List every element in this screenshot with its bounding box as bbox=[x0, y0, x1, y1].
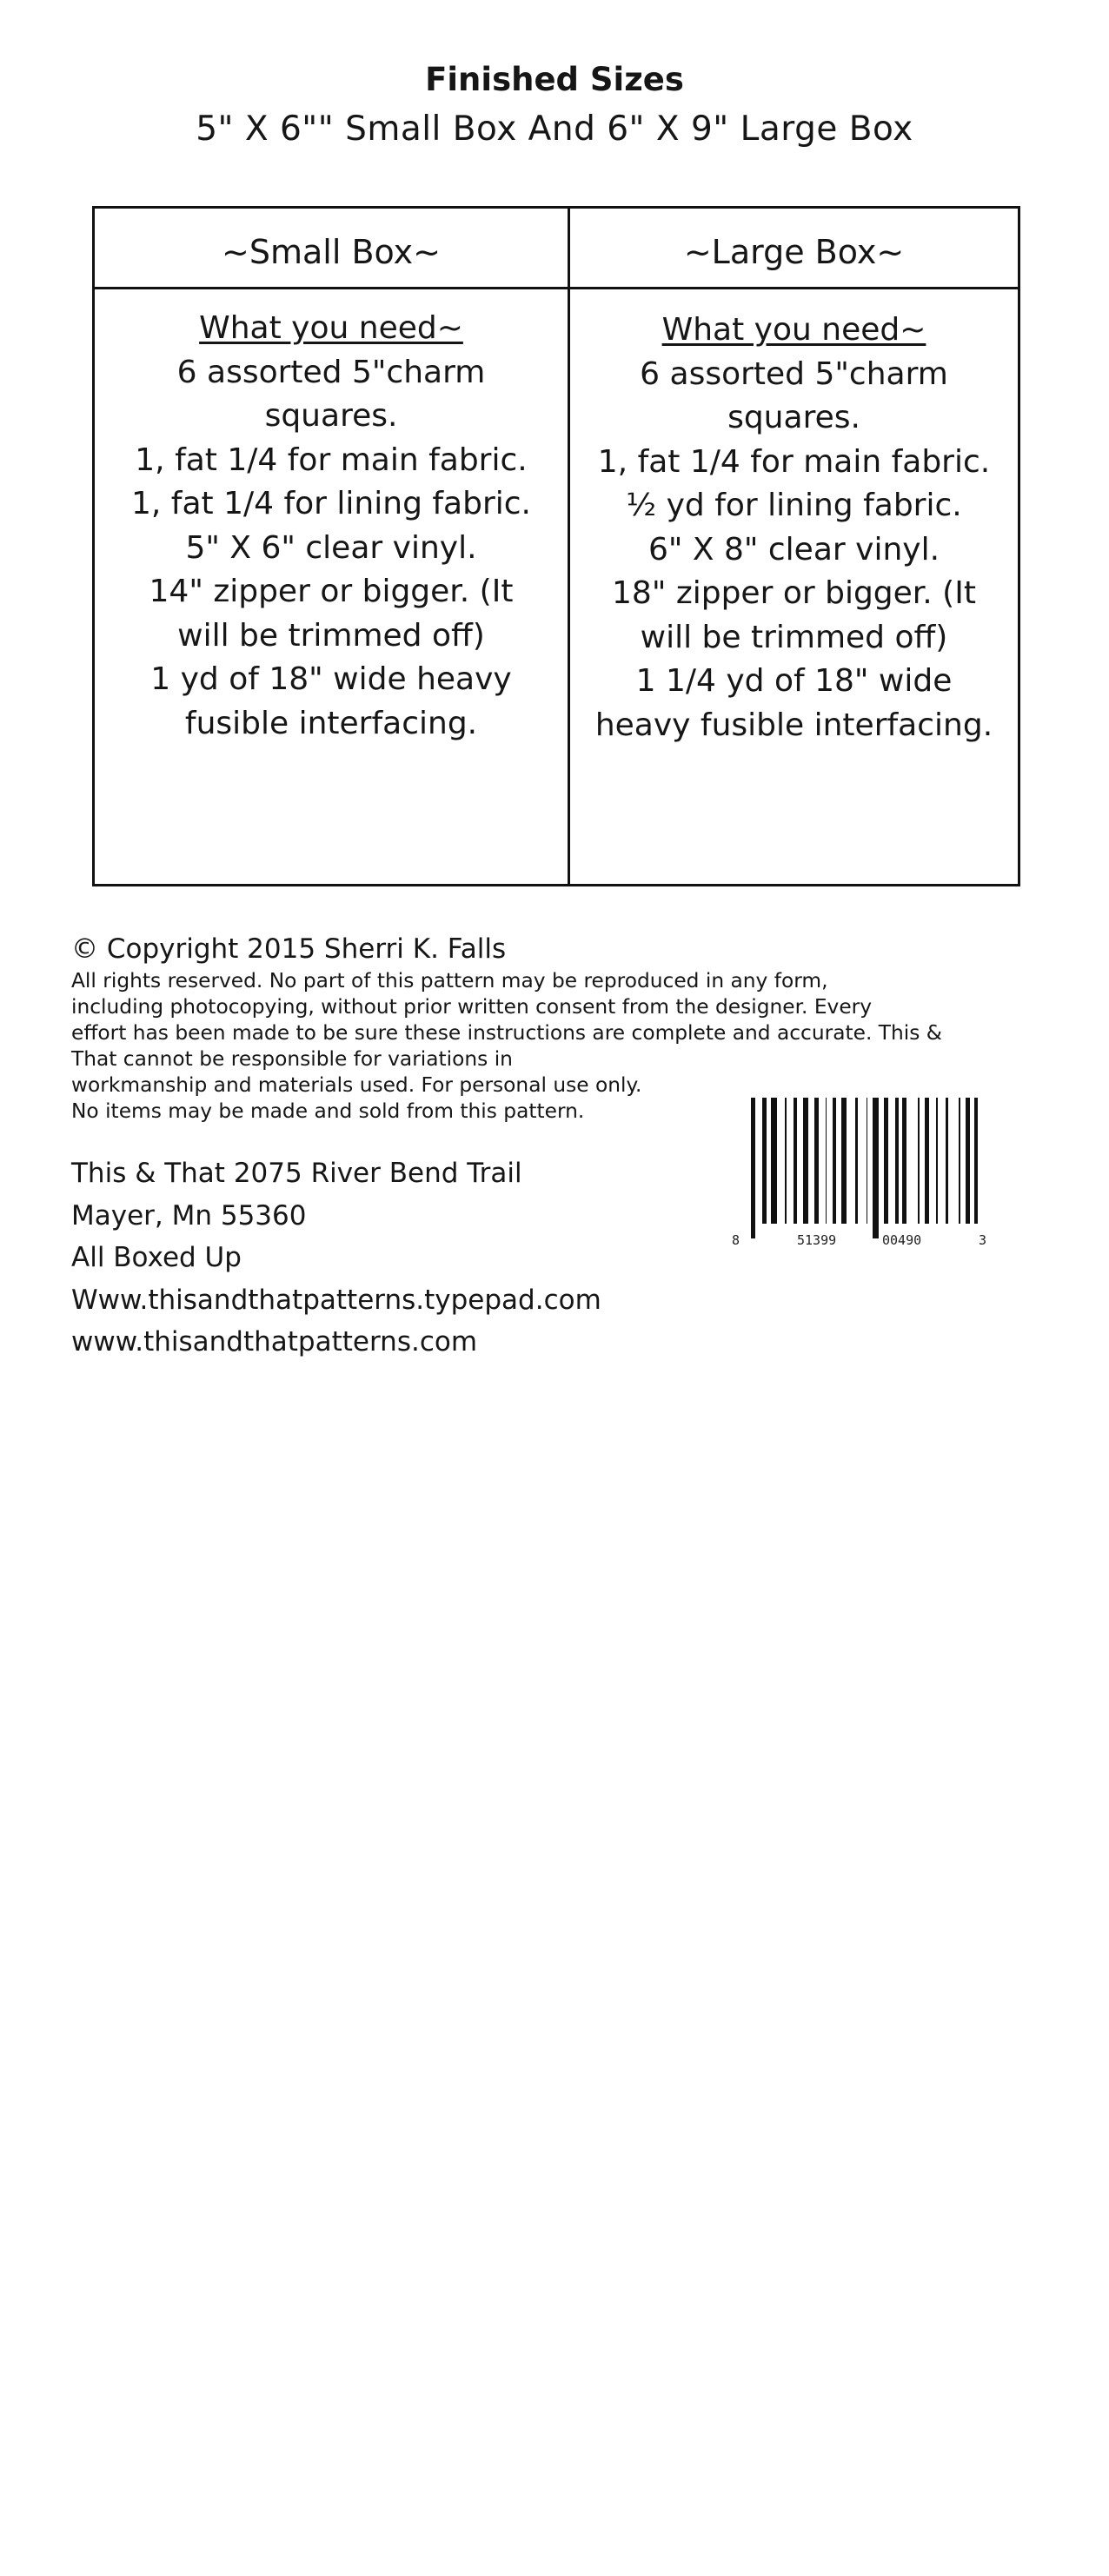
material-line: squares. bbox=[727, 400, 860, 435]
small-box-heading: ~Small Box~ bbox=[222, 233, 441, 271]
finished-sizes-title: Finished Sizes bbox=[425, 61, 684, 98]
fine-print-line: effort has been made to be sure these instructions are complete and accurate. This & bbox=[71, 1021, 942, 1045]
barcode-bar bbox=[918, 1098, 920, 1224]
material-line: 6 assorted 5"charm bbox=[640, 355, 948, 392]
barcode-digit: 8 bbox=[732, 1232, 740, 1248]
fine-print-line: No items may be made and sold from this pattern. bbox=[71, 1099, 585, 1123]
barcode-bar bbox=[902, 1098, 906, 1224]
barcode-bar bbox=[803, 1098, 808, 1224]
material-line: 14" zipper or bigger. (It bbox=[149, 574, 514, 609]
barcode-bar bbox=[814, 1098, 819, 1224]
barcode-digit: 3 bbox=[979, 1232, 987, 1248]
material-line: 1 yd of 18" wide heavy bbox=[150, 661, 512, 697]
pattern-name: All Boxed Up bbox=[71, 1242, 242, 1273]
barcode-digit: 00490 bbox=[882, 1232, 922, 1248]
barcode-bar bbox=[925, 1098, 929, 1224]
barcode-bar bbox=[895, 1098, 898, 1224]
barcode-bar bbox=[946, 1098, 948, 1224]
fine-print-line: including photocopying, without prior written consent from the designer. Every bbox=[71, 995, 873, 1019]
material-line: will be trimmed off) bbox=[177, 617, 485, 654]
copyright-notice: © Copyright 2015 Sherri K. Falls bbox=[71, 933, 507, 965]
large-box-materials bbox=[570, 309, 1018, 747]
barcode-bar bbox=[884, 1098, 888, 1224]
small-box-materials bbox=[95, 307, 568, 746]
barcode-bar bbox=[762, 1098, 767, 1224]
barcode-bar bbox=[966, 1098, 970, 1224]
barcode-digit: 51399 bbox=[797, 1232, 837, 1248]
material-line: 1 1/4 yd of 18" wide bbox=[635, 663, 953, 699]
material-line: will be trimmed off) bbox=[640, 619, 948, 655]
barcode-bar bbox=[974, 1098, 977, 1224]
material-line: 6" X 8" clear vinyl. bbox=[647, 531, 940, 568]
barcode-bar bbox=[855, 1098, 858, 1224]
address-line: Mayer, Mn 55360 bbox=[71, 1199, 307, 1232]
fine-print-line: That cannot be responsible for variations in bbox=[71, 1047, 513, 1071]
material-line: heavy fusible interfacing. bbox=[594, 707, 993, 743]
address-line: This & That 2075 River Bend Trail bbox=[71, 1158, 522, 1189]
materials-table bbox=[92, 206, 1020, 886]
barcode-bar bbox=[959, 1098, 960, 1224]
finished-sizes-subtitle: 5" X 6"" Small Box And 6" X 9" Large Box bbox=[196, 110, 913, 149]
website-link[interactable]: Www.thisandthatpatterns.typepad.com bbox=[71, 1284, 601, 1316]
barcode-bar bbox=[751, 1098, 755, 1238]
website-link[interactable]: www.thisandthatpatterns.com bbox=[71, 1326, 478, 1358]
barcode-bar bbox=[873, 1098, 878, 1238]
material-line: 6 assorted 5"charm bbox=[176, 354, 486, 390]
material-line: fusible interfacing. bbox=[184, 705, 478, 741]
barcode-bar bbox=[867, 1098, 868, 1224]
material-line: 1, fat 1/4 for main fabric. bbox=[597, 443, 991, 480]
material-line: 5" X 6" clear vinyl. bbox=[185, 529, 477, 566]
large-box-heading: ~Large Box~ bbox=[683, 233, 905, 271]
material-line: 1, fat 1/4 for lining fabric. bbox=[131, 486, 531, 521]
header-divider bbox=[95, 287, 1018, 289]
fine-print-line: All rights reserved. No part of this pattern may be reproduced in any form, bbox=[71, 969, 828, 993]
fine-print-line: workmanship and materials used. For personal use only. bbox=[71, 1073, 642, 1097]
what-you-need-label: What you need~ bbox=[199, 310, 463, 346]
barcode-bar bbox=[826, 1098, 827, 1224]
barcode-bar bbox=[936, 1098, 938, 1224]
barcode-bar bbox=[833, 1098, 837, 1224]
publisher-address bbox=[71, 1152, 601, 1364]
material-line: squares. bbox=[264, 398, 398, 434]
material-line: ½ yd for lining fabric. bbox=[626, 488, 962, 523]
upc-barcode bbox=[732, 1098, 993, 1252]
what-you-need-label: What you need~ bbox=[661, 312, 926, 348]
barcode-bar bbox=[794, 1098, 796, 1224]
material-line: 1, fat 1/4 for main fabric. bbox=[135, 442, 528, 478]
barcode-bar bbox=[771, 1098, 776, 1224]
material-line: 18" zipper or bigger. (It bbox=[612, 575, 976, 611]
barcode-bar bbox=[841, 1098, 847, 1224]
barcode-bar bbox=[785, 1098, 787, 1224]
